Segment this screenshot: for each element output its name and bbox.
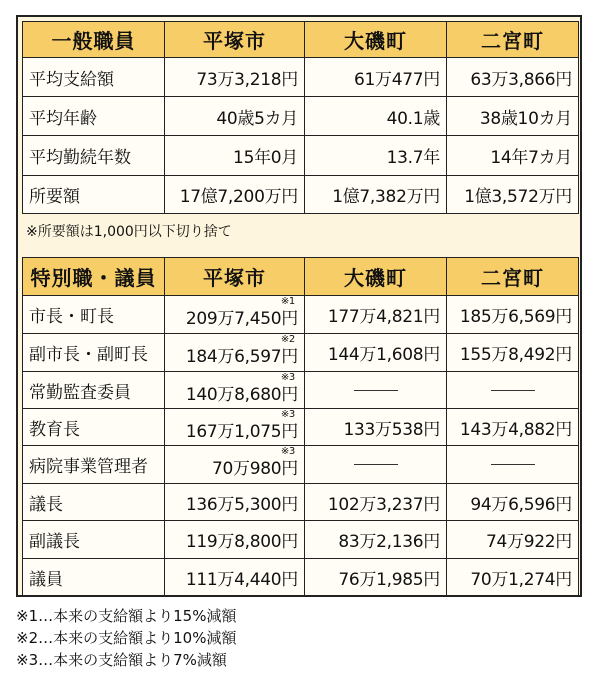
cell-value: 76万1,985円 — [305, 559, 447, 596]
footnote-mark: ※3 — [280, 446, 295, 457]
cell-value: 13.7年 — [305, 136, 447, 176]
row-label: 常勤監査委員 — [23, 372, 165, 409]
cell-value: 40.1歳 — [305, 97, 447, 136]
cell-value — [165, 334, 305, 372]
footnote-2: ※2…本来の支給額より10%減額 — [16, 629, 237, 647]
footnote-3: ※3…本来の支給額より7%減額 — [16, 651, 227, 669]
rounding-note: ※所要額は1,000円以下切り捨て — [26, 224, 232, 240]
footnote-1: ※1…本来の支給額より15%減額 — [16, 607, 237, 625]
cell-value: 143万4,882円 — [447, 409, 579, 446]
general-staff-table — [22, 21, 579, 214]
table-row — [23, 372, 579, 409]
cell-value: 1億3,572万円 — [447, 176, 579, 214]
footnote-mark: ※3 — [280, 371, 295, 383]
cell-value — [165, 446, 305, 484]
value-text: 167万1,075円 — [185, 421, 298, 442]
table-row — [23, 97, 579, 136]
header-hiratsuka: 平塚市 — [165, 22, 305, 58]
header-oiso: 大磯町 — [305, 258, 447, 296]
row-label: 平均年齢 — [23, 97, 165, 136]
row-label: 病院事業管理者 — [23, 446, 165, 484]
table-row — [23, 484, 579, 521]
cell-value: 83万2,136円 — [305, 521, 447, 559]
footnote-mark: ※2 — [280, 334, 295, 345]
dash-mark — [311, 380, 440, 400]
footnote-mark: ※3 — [280, 408, 295, 420]
footnote-mark: ※1 — [280, 296, 295, 307]
table-row — [23, 446, 579, 484]
cell-value — [165, 372, 305, 409]
cell-value: 119万8,800円 — [165, 521, 305, 559]
row-label: 議長 — [23, 484, 165, 521]
dash-mark — [453, 455, 572, 475]
value-text: 140万8,680円 — [185, 384, 298, 405]
salary-table-panel — [16, 15, 582, 597]
row-label: 平均勤続年数 — [23, 136, 165, 176]
cell-value: 185万6,569円 — [447, 296, 579, 334]
cell-value — [165, 409, 305, 446]
value-text: 184万6,597円 — [185, 347, 298, 367]
header-ninomiya: 二宮町 — [447, 258, 579, 296]
cell-value: 14年7カ月 — [447, 136, 579, 176]
special-staff-table — [22, 257, 579, 596]
cell-value — [165, 296, 305, 334]
table-row — [23, 521, 579, 559]
cell-value: 155万8,492円 — [447, 334, 579, 372]
cell-value: 133万538円 — [305, 409, 447, 446]
header-category: 一般職員 — [23, 22, 165, 58]
cell-value: 94万6,596円 — [447, 484, 579, 521]
cell-value: 102万3,237円 — [305, 484, 447, 521]
cell-value: 177万4,821円 — [305, 296, 447, 334]
cell-value: 70万1,274円 — [447, 559, 579, 596]
cell-value: 61万477円 — [305, 58, 447, 97]
cell-value: 63万3,866円 — [447, 58, 579, 97]
header-hiratsuka: 平塚市 — [165, 258, 305, 296]
row-label: 平均支給額 — [23, 58, 165, 97]
cell-value: 73万3,218円 — [165, 58, 305, 97]
table-row — [23, 296, 579, 334]
table-row — [23, 58, 579, 97]
header-category: 特別職・議員 — [23, 258, 165, 296]
cell-empty — [305, 446, 447, 484]
cell-empty — [447, 372, 579, 409]
row-label: 教育長 — [23, 409, 165, 446]
table-row — [23, 334, 579, 372]
value-text: 209万7,450円 — [185, 309, 298, 329]
row-label: 所要額 — [23, 176, 165, 214]
cell-value: 144万1,608円 — [305, 334, 447, 372]
dash-mark — [453, 380, 572, 400]
dash-mark — [311, 455, 440, 475]
cell-value: 38歳10カ月 — [447, 97, 579, 136]
cell-value: 1億7,382万円 — [305, 176, 447, 214]
cell-value: 15年0月 — [165, 136, 305, 176]
cell-empty — [447, 446, 579, 484]
table-row — [23, 176, 579, 214]
cell-value: 111万4,440円 — [165, 559, 305, 596]
value-text: 70万980円 — [212, 459, 298, 479]
row-label: 議員 — [23, 559, 165, 596]
cell-value: 74万922円 — [447, 521, 579, 559]
table-header-row — [23, 258, 579, 296]
cell-empty — [305, 372, 447, 409]
footnotes — [16, 605, 236, 671]
table-row — [23, 136, 579, 176]
header-oiso: 大磯町 — [305, 22, 447, 58]
header-ninomiya: 二宮町 — [447, 22, 579, 58]
table-row — [23, 409, 579, 446]
row-label: 副議長 — [23, 521, 165, 559]
table-row — [23, 559, 579, 596]
cell-value: 40歳5カ月 — [165, 97, 305, 136]
table-header-row — [23, 22, 579, 58]
cell-value: 17億7,200万円 — [165, 176, 305, 214]
cell-value: 136万5,300円 — [165, 484, 305, 521]
row-label: 市長・町長 — [23, 296, 165, 334]
row-label: 副市長・副町長 — [23, 334, 165, 372]
